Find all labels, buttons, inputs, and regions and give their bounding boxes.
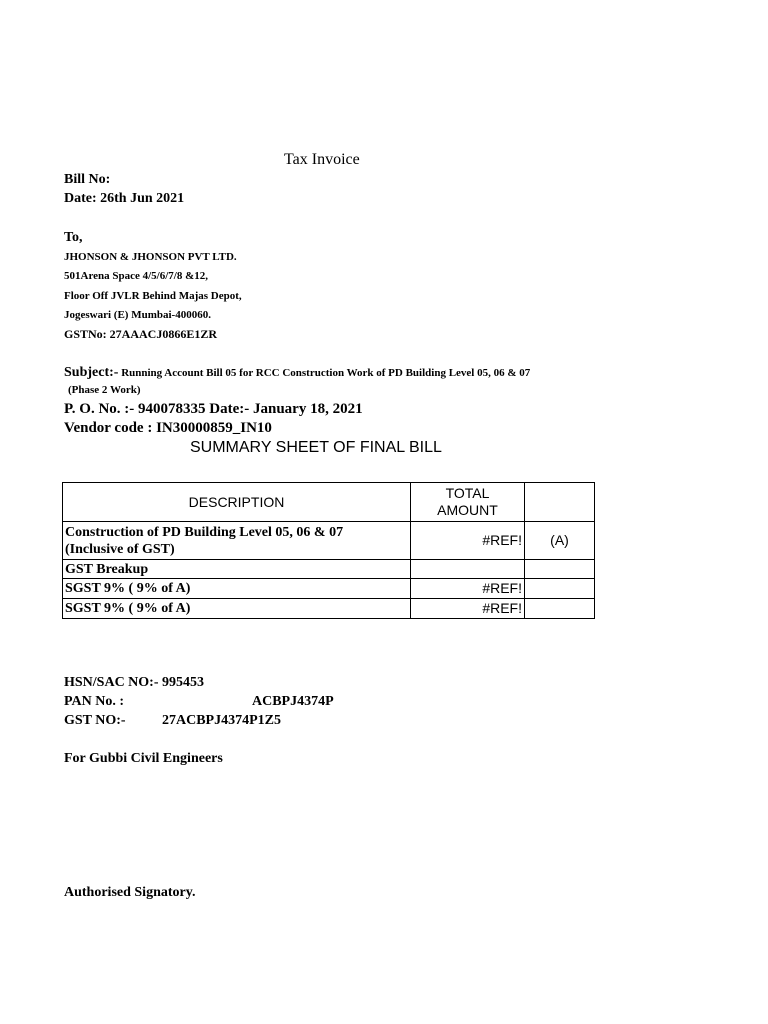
row-mark (525, 560, 595, 579)
row-description: GST Breakup (63, 560, 411, 579)
row-mark: (A) (525, 522, 595, 560)
row-description-line1: Construction of PD Building Level 05, 06 & 07 (65, 524, 344, 540)
document-title: Tax Invoice (284, 151, 360, 168)
recipient-gstin: GSTNo: 27AAACJ0866E1ZR (64, 327, 218, 341)
gst-value: 27ACBPJ4374P1Z5 (162, 713, 281, 728)
row-mark (525, 579, 595, 599)
subject-text: Running Account Bill 05 for RCC Construction Work of PD Building Level 05, 06 & 07 (118, 367, 531, 379)
for-company: For Gubbi Civil Engineers (64, 751, 223, 766)
subject-line (64, 363, 530, 381)
hsn-sac: HSN/SAC NO:- 995453 (64, 675, 205, 690)
row-description (63, 522, 411, 560)
subject-label: Subject:- (64, 365, 119, 380)
header-total-line2: AMOUNT (437, 502, 498, 518)
row-amount (411, 560, 525, 579)
row-amount: #REF! (411, 599, 525, 619)
vendor-code: Vendor code : IN30000859_IN10 (64, 420, 272, 436)
gst-line (64, 713, 364, 731)
row-description-line2: (Inclusive of GST) (65, 541, 175, 557)
row-amount: #REF! (411, 579, 525, 599)
recipient-to: To, (64, 230, 83, 245)
row-description: SGST 9% ( 9% of A) (63, 579, 411, 599)
bill-number: Bill No: (64, 172, 111, 187)
row-mark (525, 599, 595, 619)
gst-label: GST NO:- (64, 713, 126, 728)
recipient-address-3: Jogeswari (E) Mumbai-400060. (64, 309, 211, 321)
recipient-name: JHONSON & JHONSON PVT LTD. (64, 251, 237, 263)
header-description: DESCRIPTION (63, 483, 411, 522)
header-total-amount (411, 483, 525, 522)
pan-value: ACBPJ4374P (252, 694, 334, 709)
subject-line-2: (Phase 2 Work) (68, 384, 141, 396)
header-extra (525, 483, 595, 522)
table-row (63, 522, 595, 560)
header-total-line1: TOTAL (445, 485, 490, 501)
pan-label: PAN No. : (64, 694, 125, 709)
summary-sheet-title: SUMMARY SHEET OF FINAL BILL (190, 439, 442, 456)
table-row (63, 599, 595, 619)
purchase-order: P. O. No. :- 940078335 Date:- January 18, 2021 (64, 401, 363, 417)
bill-date: Date: 26th Jun 2021 (64, 191, 185, 206)
summary-table (62, 482, 595, 619)
row-description: SGST 9% ( 9% of A) (63, 599, 411, 619)
recipient-address-2: Floor Off JVLR Behind Majas Depot, (64, 290, 242, 302)
recipient-address-1: 501Arena Space 4/5/6/7/8 &12, (64, 270, 209, 282)
authorised-signatory: Authorised Signatory. (64, 885, 196, 900)
table-row (63, 560, 595, 579)
row-amount: #REF! (411, 522, 525, 560)
pan-line (64, 694, 364, 712)
table-row (63, 579, 595, 599)
table-header-row (63, 483, 595, 522)
